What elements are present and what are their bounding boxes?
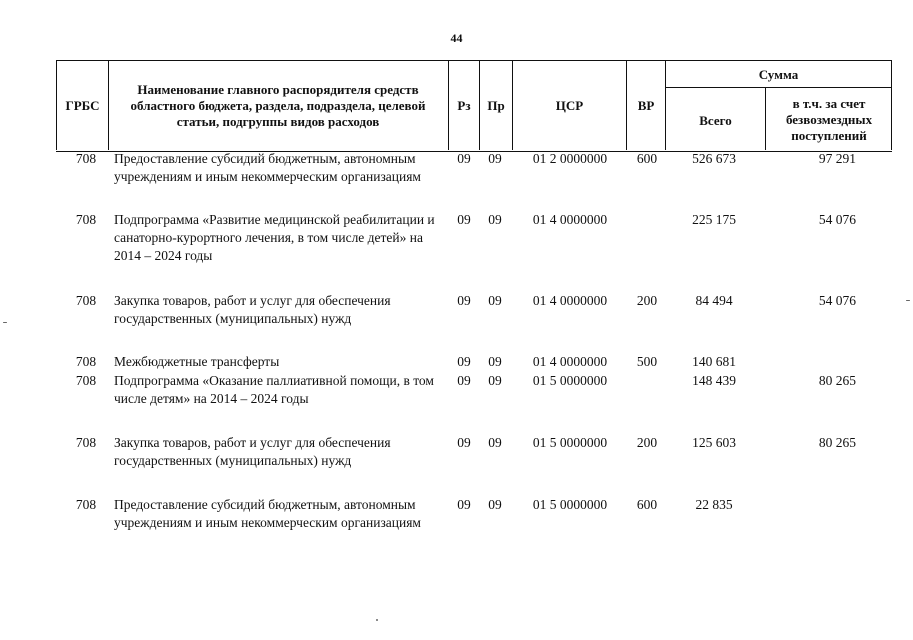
header-pr: Пр bbox=[487, 97, 505, 113]
cell-grbs: 708 bbox=[75, 293, 97, 308]
cell-rz: 09 bbox=[457, 354, 471, 369]
header-total: Всего bbox=[699, 113, 732, 128]
cell-total: 148 439 bbox=[692, 373, 736, 388]
cell-total: 140 681 bbox=[692, 354, 736, 369]
cell-pr: 09 bbox=[488, 373, 502, 388]
header-csr: ЦСР bbox=[555, 97, 584, 113]
header-grbs: ГРБС bbox=[65, 97, 100, 113]
cell-name: Закупка товаров, работ и услуг для обеспечения государственных (муниципальных) нужд bbox=[114, 435, 391, 468]
cell-rz: 09 bbox=[457, 373, 471, 388]
cell-name: Предоставление субсидий бюджетным, автономным учреждениям и иным некоммерческим организациям bbox=[114, 151, 421, 184]
cell-csr: 01 2 0000000 bbox=[532, 151, 608, 166]
header-subdivider bbox=[665, 87, 891, 88]
scan-speck bbox=[906, 300, 910, 301]
cell-pr: 09 bbox=[488, 354, 502, 369]
cell-name: Закупка товаров, работ и услуг для обеспечения государственных (муниципальных) нужд bbox=[114, 293, 391, 326]
header-divider bbox=[765, 87, 766, 150]
cell-grbs: 708 bbox=[75, 497, 97, 512]
cell-csr: 01 4 0000000 bbox=[532, 212, 608, 227]
cell-grbs: 708 bbox=[75, 354, 97, 369]
cell-grbs: 708 bbox=[75, 373, 97, 388]
cell-rz: 09 bbox=[457, 293, 471, 308]
cell-pr: 09 bbox=[488, 293, 502, 308]
header-rz: Рз bbox=[457, 97, 471, 113]
page-number: 44 bbox=[450, 31, 463, 45]
cell-rz: 09 bbox=[457, 151, 471, 166]
cell-csr: 01 5 0000000 bbox=[532, 497, 608, 512]
cell-total: 526 673 bbox=[692, 151, 736, 166]
cell-name: Межбюджетные трансферты bbox=[114, 354, 280, 369]
cell-grants: 54 076 bbox=[818, 293, 856, 308]
cell-grbs: 708 bbox=[75, 151, 97, 166]
cell-vr: 200 bbox=[636, 435, 658, 450]
cell-rz: 09 bbox=[457, 497, 471, 512]
cell-pr: 09 bbox=[488, 497, 502, 512]
cell-rz: 09 bbox=[457, 435, 471, 450]
cell-pr: 09 bbox=[488, 435, 502, 450]
cell-name: Подпрограмма «Оказание паллиативной помощи, в том числе детям» на 2014 – 2024 годы bbox=[114, 373, 434, 406]
cell-total: 84 494 bbox=[695, 293, 733, 308]
cell-name: Предоставление субсидий бюджетным, автономным учреждениям и иным некоммерческим организациям bbox=[114, 497, 421, 530]
header-divider bbox=[108, 60, 109, 150]
cell-total: 22 835 bbox=[695, 497, 733, 512]
cell-grants: 54 076 bbox=[818, 212, 856, 227]
cell-name: Подпрограмма «Развитие медицинской реабилитации и санаторно-курортного лечения, в том числе детей» на 2014 – 2024 годы bbox=[114, 212, 435, 263]
cell-vr: 600 bbox=[636, 497, 658, 512]
cell-rz: 09 bbox=[457, 212, 471, 227]
cell-grbs: 708 bbox=[75, 435, 97, 450]
scan-speck bbox=[376, 619, 378, 621]
cell-grants: 80 265 bbox=[818, 435, 856, 450]
cell-csr: 01 5 0000000 bbox=[532, 373, 608, 388]
cell-csr: 01 5 0000000 bbox=[532, 435, 608, 450]
cell-csr: 01 4 0000000 bbox=[532, 293, 608, 308]
cell-pr: 09 bbox=[488, 151, 502, 166]
cell-grbs: 708 bbox=[75, 212, 97, 227]
cell-grants: 97 291 bbox=[818, 151, 856, 166]
cell-vr: 500 bbox=[636, 354, 658, 369]
cell-csr: 01 4 0000000 bbox=[532, 354, 608, 369]
header-grants: в т.ч. за счет безвозмездных поступлений bbox=[785, 95, 873, 143]
header-sum: Сумма bbox=[758, 66, 799, 82]
header-name: Наименование главного распорядителя средств областного бюджета, раздела, подраздела, целевой статьи, подгруппы видов расходов bbox=[130, 81, 426, 129]
cell-vr: 200 bbox=[636, 293, 658, 308]
cell-total: 125 603 bbox=[692, 435, 736, 450]
header-divider bbox=[891, 60, 892, 150]
header-vr: ВР bbox=[637, 97, 655, 113]
cell-vr: 600 bbox=[636, 151, 658, 166]
cell-total: 225 175 bbox=[692, 212, 736, 227]
cell-grants: 80 265 bbox=[818, 373, 856, 388]
cell-pr: 09 bbox=[488, 212, 502, 227]
scan-speck bbox=[3, 322, 7, 323]
